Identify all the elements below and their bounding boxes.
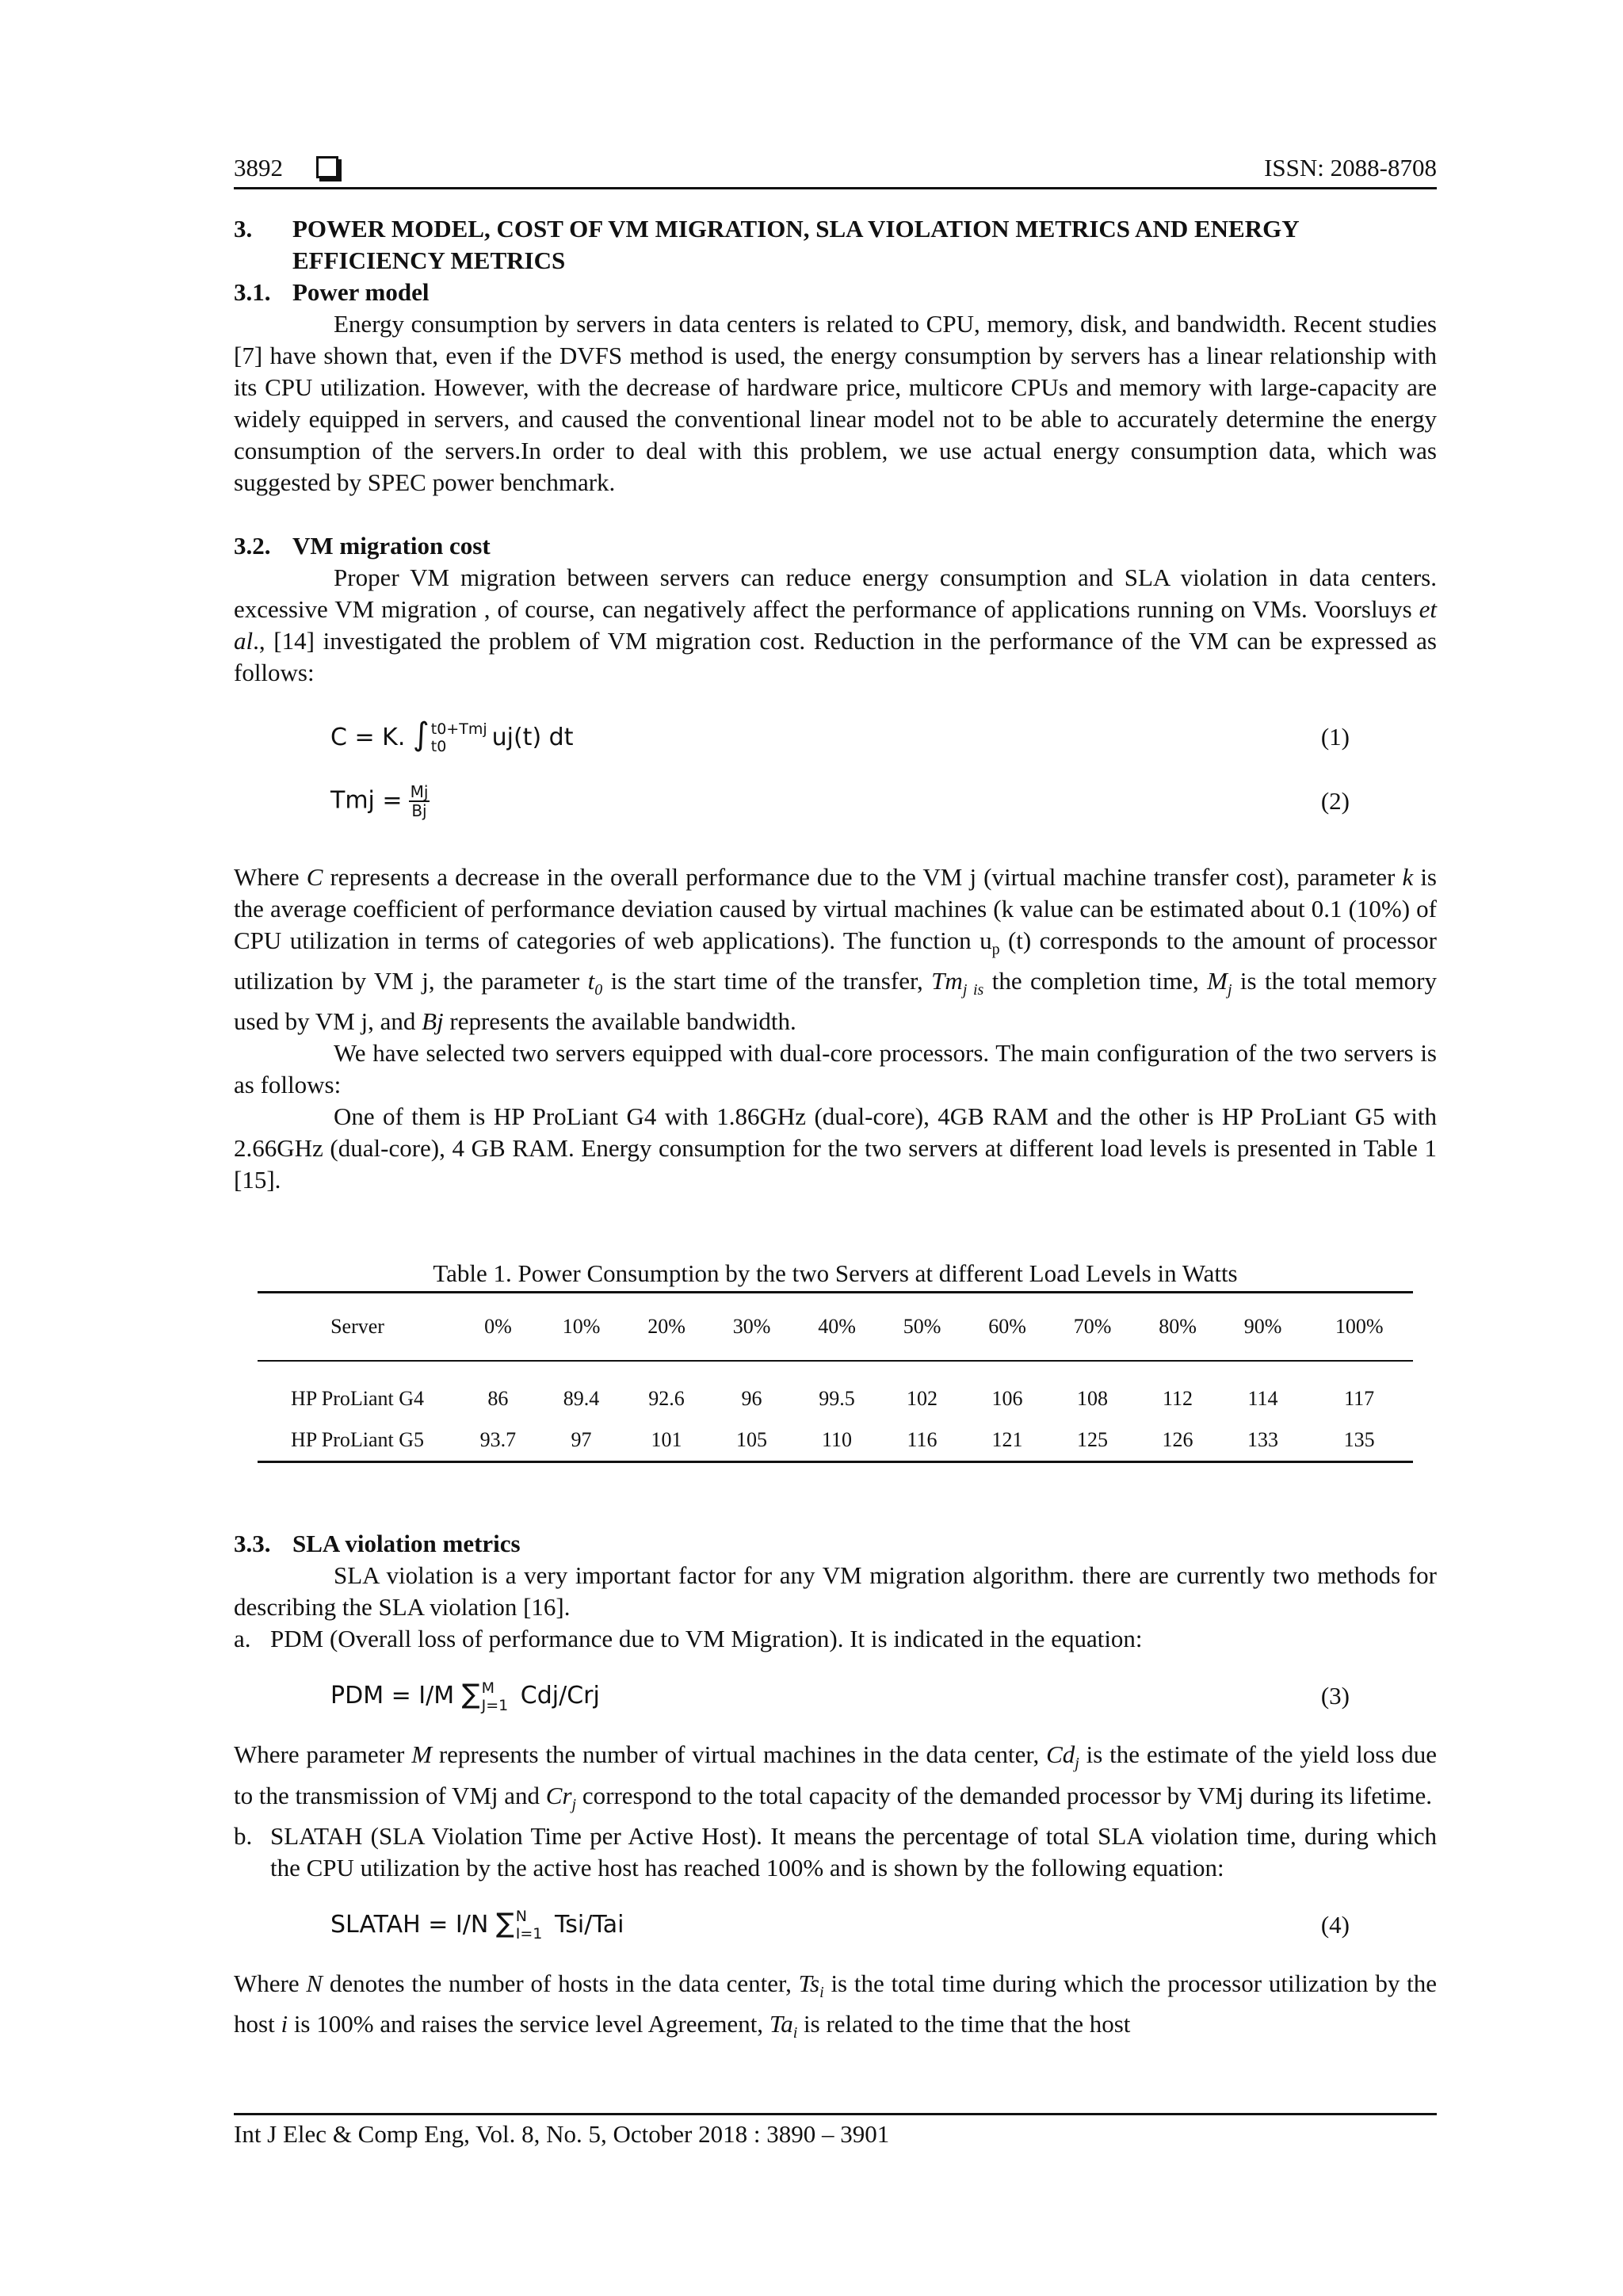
equation-1-body: C = K. ∫ t0+Tmj t0 uj(t) dt: [330, 716, 574, 756]
table-cell-value: 112: [1163, 1387, 1193, 1411]
table-cell-value: 125: [1077, 1428, 1109, 1452]
page-header: [234, 151, 1437, 189]
equation-4: [234, 1901, 1437, 1949]
server-config-paragraph: One of them is HP ProLiant G4 with 1.86GHz (dual-core), 4GB RAM and the other is HP ProLiant G5 with 2.66GHz (dual-core), 4 GB RAM. Energy consumption for the two servers at different load levels is presented in Table 1 [15].: [234, 1102, 1437, 1194]
table-cell-value: 117: [1344, 1387, 1375, 1411]
table-cell-value: 97: [571, 1428, 592, 1452]
table-cell-value: 126: [1162, 1428, 1193, 1452]
sla-intro-paragraph: SLA violation is a very important factor for any VM migration algorithm. there are currently two methods for describing the SLA violation [16].: [234, 1561, 1437, 1622]
table-cell-value: 102: [907, 1387, 938, 1411]
table-cell-value: 86: [487, 1387, 509, 1411]
equation-2-body: Tmj = $\frac{Mj}{Bj}$: [330, 782, 429, 820]
section-title: POWER MODEL, COST OF VM MIGRATION, SLA VIOLATION METRICS AND ENERGY EFFICIENCY METRICS: [292, 215, 1299, 274]
integral-symbol: ∫: [412, 716, 430, 753]
table-cell-value: 110: [822, 1428, 853, 1452]
equation-3-body: PDM = I/M ∑ M J=1 Cdj/Crj: [330, 1679, 600, 1714]
subsection-title: Power model: [292, 278, 430, 306]
table-header-load: 90%: [1243, 1315, 1282, 1339]
table-header-load: 0%: [484, 1315, 512, 1339]
table-header-load: 50%: [903, 1315, 941, 1339]
equation-1-number: (1): [1320, 723, 1350, 751]
table-cell-value: 89.4: [563, 1387, 600, 1411]
table-cell-value: 106: [991, 1387, 1023, 1411]
equation-3-number: (3): [1320, 1682, 1350, 1710]
table-caption: Table 1. Power Consumption by the two Servers at different Load Levels in Watts: [433, 1259, 1238, 1288]
table-header-load: 60%: [988, 1315, 1026, 1339]
table-cell-value: 133: [1247, 1428, 1279, 1452]
table-cell-value: 108: [1077, 1387, 1109, 1411]
subsection-3-2-heading: [234, 530, 1437, 562]
subsection-number: 3.1.: [234, 278, 271, 306]
subsection-3-1-heading: [234, 277, 1437, 308]
table-cell-server: HP ProLiant G4: [290, 1387, 425, 1411]
table-cell-server: HP ProLiant G5: [290, 1428, 425, 1452]
table-header-load: 100%: [1335, 1315, 1384, 1339]
table-header-load: 20%: [647, 1315, 685, 1339]
table-header-server: Server: [330, 1315, 384, 1339]
selected-servers-paragraph: We have selected two servers equipped with dual-core processors. The main configuration of the two servers is as follows:: [234, 1039, 1437, 1099]
table-header-load: 10%: [562, 1315, 601, 1339]
equation-3: [234, 1672, 1437, 1720]
equation-4-body: SLATAH = I/N ∑ N I=1 Tsi/Tai: [330, 1907, 624, 1943]
subsection-number: 3.3.: [234, 1530, 271, 1558]
page: [234, 151, 1437, 2049]
issn: ISSN: 2088-8708: [1264, 154, 1437, 181]
table-header-load: 30%: [732, 1315, 771, 1339]
table-cell-value: 93.7: [479, 1428, 517, 1452]
table-cell-value: 101: [651, 1428, 682, 1452]
footer-citation: Int J Elec & Comp Eng, Vol. 8, No. 5, October 2018 : 3890 – 3901: [234, 2120, 890, 2148]
subsection-number: 3.2.: [234, 532, 271, 560]
list-item-a: a. PDM (Overall loss of performance due to VM Migration). It is indicated in the equation:: [234, 1625, 1143, 1653]
power-table: [258, 1291, 1413, 1463]
table-1: [234, 1258, 1437, 1463]
power-model-paragraph: Energy consumption by servers in data centers is related to CPU, memory, disk, and bandwidth. Recent studies [7] have shown that, even if the DVFS method is used, the energy consumption by servers has a linear relationship with its CPU utilization. However, with the decrease of hardware price, multicore CPUs and memory with large-capacity are widely equipped in servers, and caused the conventional linear model not to be able to accurately determine the energy consumption of the servers.In order to deal with this problem, we use actual energy consumption data, which was suggested by SPEC power benchmark.: [234, 310, 1437, 496]
subsection-title: VM migration cost: [292, 532, 491, 560]
table-cell-value: 92.6: [648, 1387, 685, 1411]
fraction: $\frac{Mj}{Bj}$: [410, 782, 429, 820]
integral-limits: t0+Tmj t0: [430, 720, 487, 756]
header-left: [234, 152, 338, 184]
where-paragraph-1: Where C represents a decrease in the overall performance due to the VM j (virtual machine transfer cost), parameter k is the average coefficient of performance deviation caused by virtual machines (k value can be estimated about 0.1 (10%) of CPU utilization in terms of categories of web applications). The function $u_p$ (t) corresponds to the amount of processor utilization by VM j, the parameter $t_0$ is the start time of the transfer, $Tm_{j is}$ the completion time, $M_j$ is the total memory used by VM j, and Bj represents the available bandwidth.: [234, 863, 1438, 1036]
box-bullet-icon: [316, 156, 338, 178]
subsection-3-3-heading: [234, 1528, 1437, 1560]
equation-1: [234, 709, 1437, 765]
table-cell-value: 135: [1343, 1428, 1375, 1452]
page-number: 3892: [234, 154, 283, 181]
table-header-load: 80%: [1159, 1315, 1197, 1339]
table-row: [258, 1361, 1413, 1419]
equation-2: [234, 776, 1437, 827]
page-footer: [234, 2113, 1437, 2149]
equation-2-number: (2): [1320, 787, 1350, 815]
table-cell-value: 116: [907, 1428, 938, 1452]
table-row: [258, 1419, 1413, 1462]
list-item-b: b. SLATAH (SLA Violation Time per Active Host). It means the percentage of total SLA violation time, during which the CPU utilization by the active host has reached 100% and is shown by the following equation:: [234, 1821, 1437, 1881]
table-cell-value: 105: [736, 1428, 768, 1452]
equation-4-number: (4): [1320, 1910, 1350, 1939]
table-cell-value: 96: [741, 1387, 762, 1411]
table-header-load: 70%: [1073, 1315, 1112, 1339]
section-3-heading: [234, 213, 1437, 277]
table-cell-value: 99.5: [819, 1387, 855, 1411]
migration-cost-paragraph: Proper VM migration between servers can reduce energy consumption and SLA violation in data centers. excessive VM migration , of course, can negatively affect the performance of applications running on VMs. Voorsluys et al., [14] investigated the problem of VM migration cost. Reduction in the performance of the VM can be expressed as follows:: [234, 563, 1437, 686]
section-number: 3.: [234, 215, 253, 243]
where-paragraph-4: Where N denotes the number of hosts in the data center, $Ts_i$ is the total time during which the processor utilization by the host i is 100% and raises the service level Agreement, $Ta_i$ is related to the time that the host: [234, 1969, 1437, 2042]
table-cell-value: 114: [1247, 1387, 1278, 1411]
table-cell-value: 121: [991, 1428, 1023, 1452]
table-header-load: 40%: [818, 1315, 856, 1339]
table-header-row: [258, 1293, 1413, 1362]
subsection-title: SLA violation metrics: [292, 1530, 521, 1558]
where-paragraph-3: Where parameter M represents the number of virtual machines in the data center, $Cd_j$ is the estimate of the yield loss due to the transmission of VMj and $Cr_j$ correspond to the total capacity of the demanded processor by VMj during its lifetime.: [234, 1740, 1437, 1813]
